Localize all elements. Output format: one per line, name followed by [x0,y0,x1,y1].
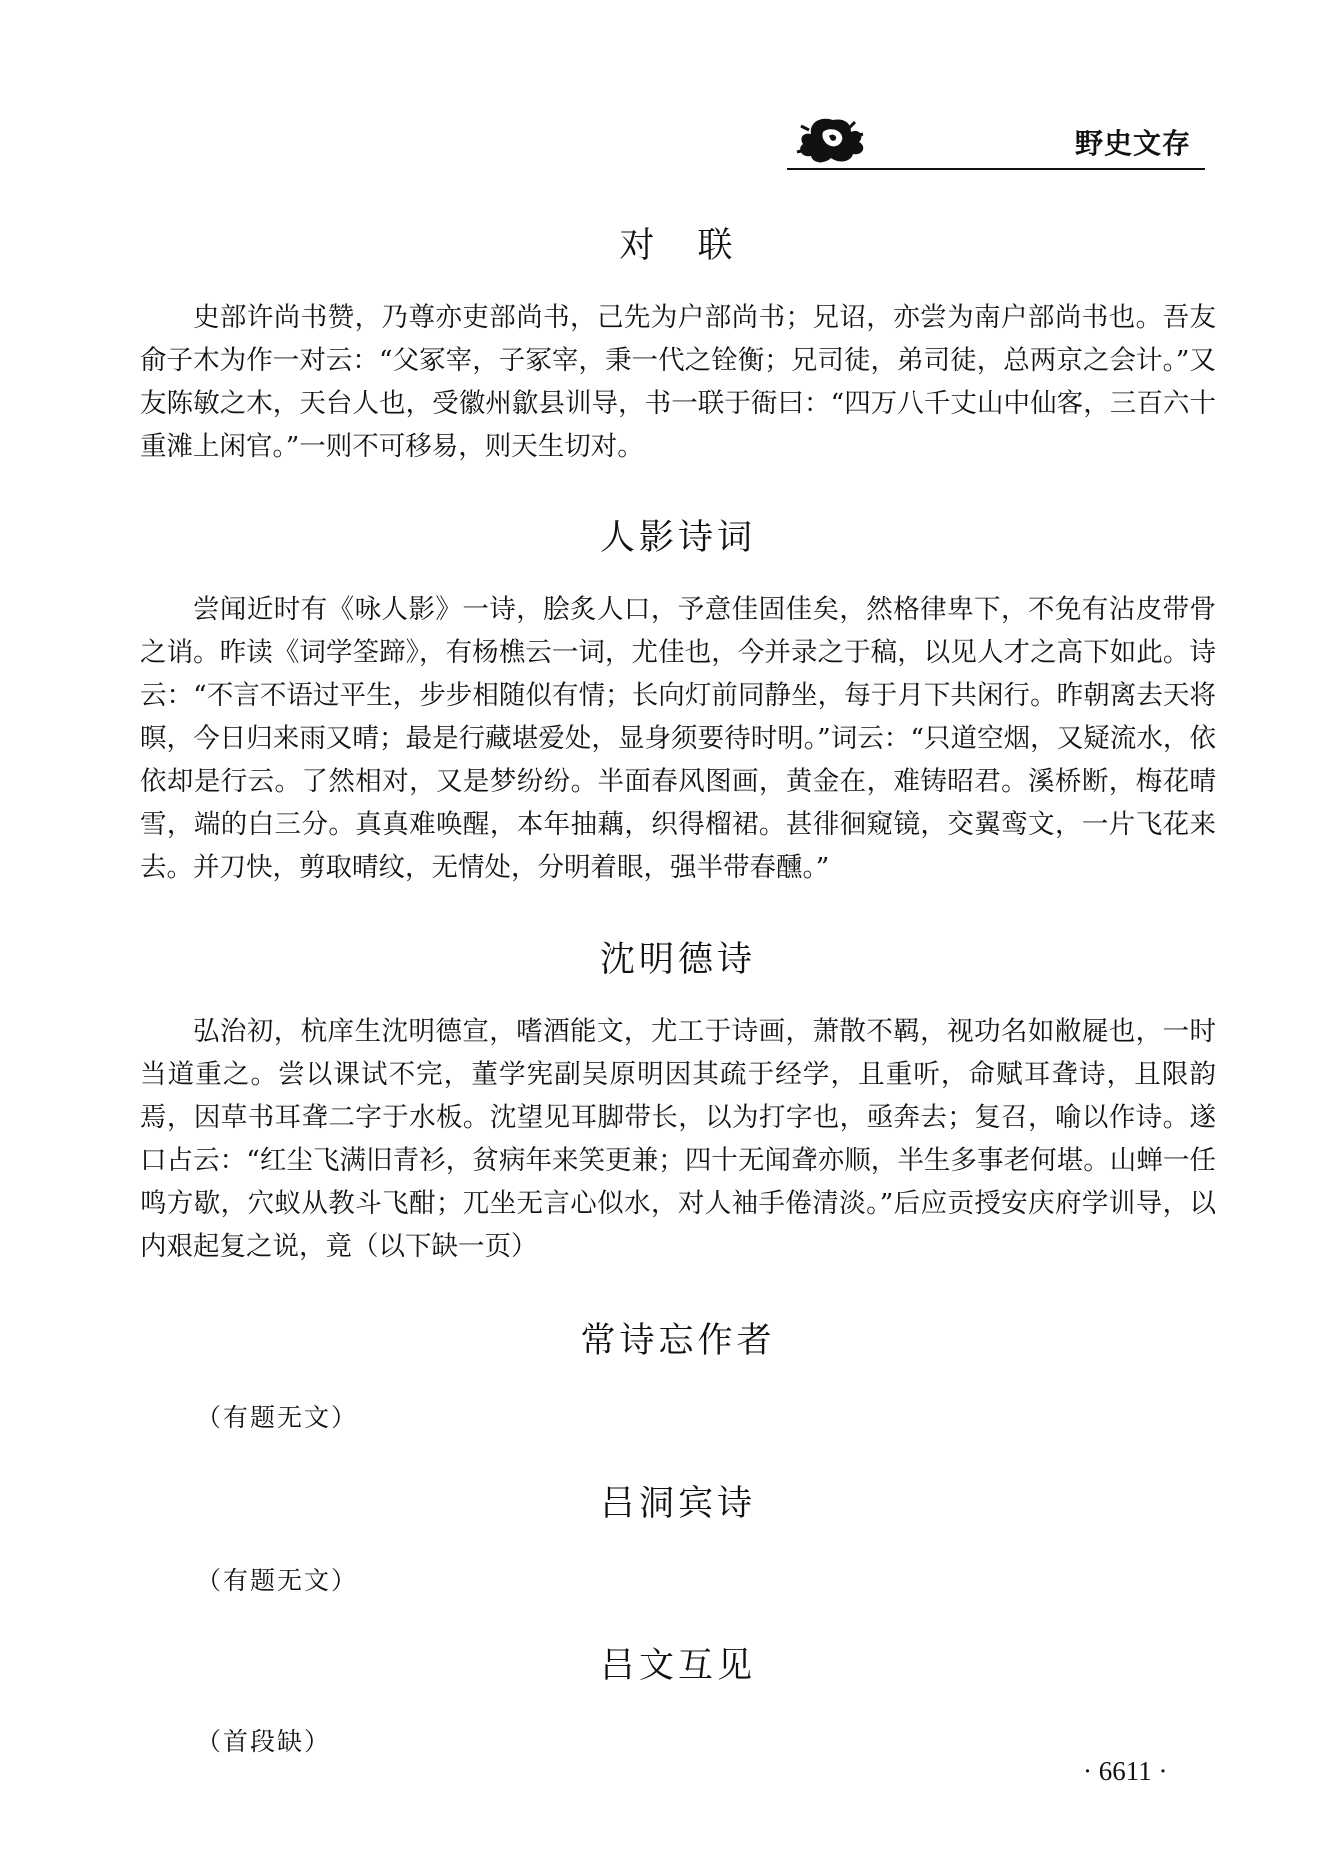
section-paragraph: 尝闻近时有《咏人影》一诗，脍炙人口，予意佳固佳矣，然格律卑下，不免有沾皮带骨之诮。昨读《词学筌蹄》，有杨樵云一词，尤佳也，今并录之于稿，以见人才之高下如此。诗云：“不言不语过平生，步步相随似有情；长向灯前同静坐，每于月下共闲行。昨朝离去天将暝，今日归来雨又晴；最是行藏堪爱处，显身须要待时明。”词云：“只道空烟，又疑流水，依依却是行云。了然相对，又是梦纷纷。半面春风图画，黄金在，难铸昭君。溪桥断，梅花晴雪，端的白三分。真真难唤醒，本年抽藕，织得榴裙。甚徘徊窥镜，交翼鸾文，一片飞花来去。并刀快，剪取晴纹，无情处，分明着眼，强半带春醺。” [140,594,1216,883]
dragon-emblem-icon [793,112,873,166]
section-heading: 常诗忘作者 [580,1321,776,1361]
section-heading: 吕洞宾诗 [599,1484,756,1524]
section-heading: 对 联 [619,226,737,266]
section-note: （有题无文） [196,1566,359,1595]
header-title: 野史文存 [1074,127,1191,160]
section-paragraph: 弘治初，杭庠生沈明德宣，嗜酒能文，尤工于诗画，萧散不羁，视功名如敝屣也，一时当道重之。尝以课试不完，董学宪副吴原明因其疏于经学，且重听，命赋耳聋诗，且限韵焉，因草书耳聋二字于水板。沈望见耳脚带长，以为打字也，亟奔去；复召，喻以作诗。遂口占云：“红尘飞满旧青衫，贫病年来笑更兼；四十无闻聋亦顺，半生多事老何堪。山蝉一任鸣方歇，穴蚁从教斗飞酣；兀坐无言心似水，对人袖手倦清淡。”后应贡授安庆府学训导，以内艰起复之说，竟（以下缺一页） [140,1016,1216,1262]
section-heading: 人影诗词 [599,518,756,558]
page-number: · 6611 · [1083,1756,1168,1786]
section-note: （首段缺） [196,1727,332,1756]
running-header [787,108,1205,170]
section-paragraph: 史部许尚书赞，乃尊亦吏部尚书，己先为户部尚书；兄诏，亦尝为南户部尚书也。吾友俞子木为作一对云：“父冢宰，子冢宰，秉一代之铨衡；兄司徒，弟司徒，总两京之会计。”又友陈敏之木，天台人也，受徽州歙县训导，书一联于衙曰：“四万八千丈山中仙客，三百六十重滩上闲官。”一则不可移易，则天生切对。 [140,302,1216,462]
section-note: （有题无文） [196,1403,359,1432]
section-heading: 沈明德诗 [599,940,756,980]
section-heading: 吕文互见 [599,1646,756,1686]
